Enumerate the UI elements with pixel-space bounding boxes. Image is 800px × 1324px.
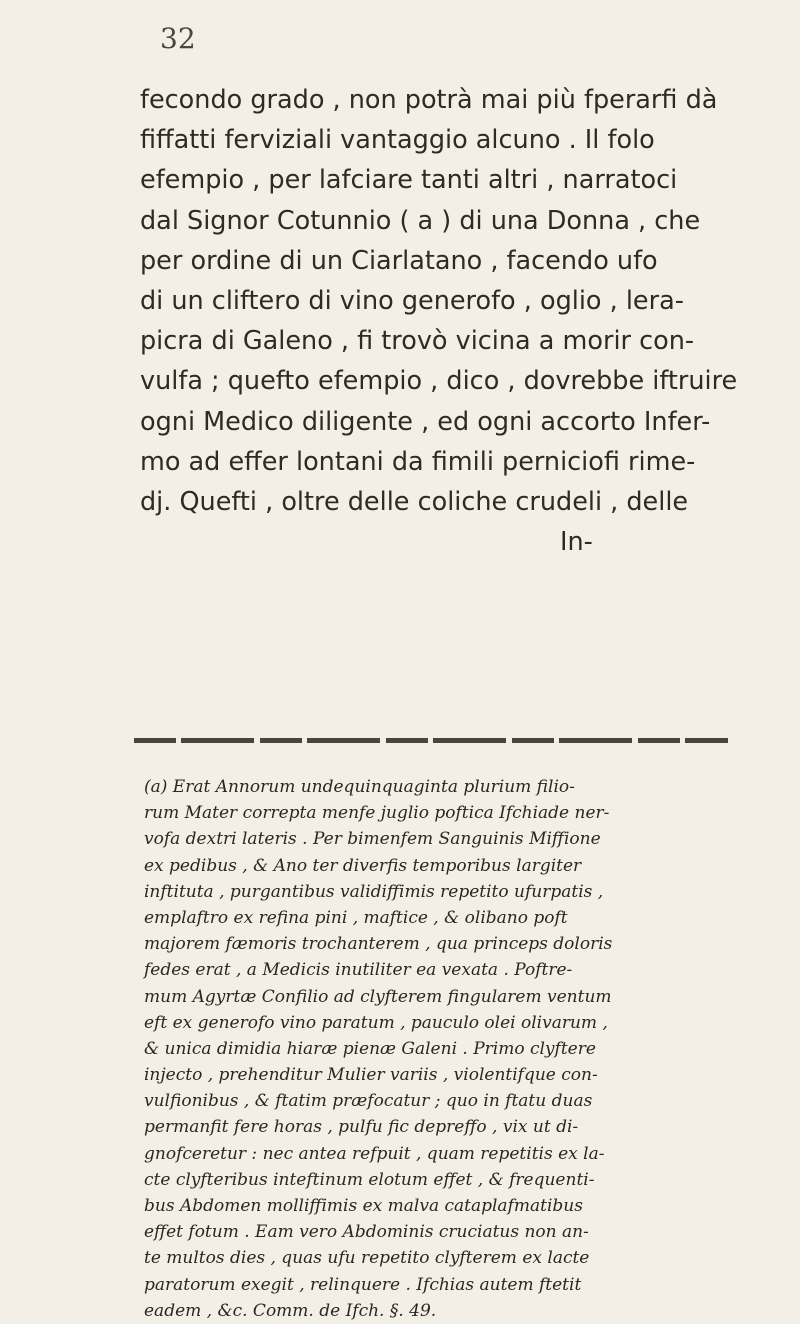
footnote-line: permanfit fere horas , pulfu fic depreffo , vix ut di- bbox=[144, 1117, 579, 1138]
catchword: In- bbox=[560, 527, 593, 558]
footnote-line: & unica dimidia hiaræ pienæ Galeni . Primo clyftere bbox=[144, 1038, 596, 1059]
footnote-line: paratorum exegit , relinquere . Ifchias autem ftetit bbox=[144, 1274, 582, 1295]
footnote-line: mum Agyrtæ Confilio ad clyfterem fingularem ventum bbox=[144, 986, 612, 1007]
footnote-line: te multos dies , quas ufu repetito clyfterem ex lacte bbox=[144, 1248, 590, 1269]
body-line: per ordine di un Ciarlatano , facendo ufo bbox=[140, 245, 658, 276]
footnote-line: rum Mater correpta menfe juglio poftica Ifchiade ner- bbox=[144, 803, 610, 824]
footnote-line: fedes erat , a Medicis inutiliter ea vexata . Poftre- bbox=[144, 960, 573, 981]
footnote-line: (a) Erat Annorum undequinquaginta plurium filio- bbox=[144, 777, 575, 797]
body-line: ogni Medico diligente , ed ogni accorto Infer- bbox=[140, 406, 711, 437]
body-line: vulfa ; quefto efempio , dico , dovrebbe iftruire bbox=[140, 366, 738, 397]
footnote-line: vulfionibus , & ftatim præfocatur ; quo in ftatu duas bbox=[144, 1091, 593, 1112]
footnote-line: gnofceretur : nec antea refpuit , quam repetitis ex la- bbox=[144, 1143, 605, 1164]
main-body-text bbox=[140, 80, 738, 562]
body-line: dal Signor Cotunnio ( a ) di una Donna , che bbox=[140, 205, 701, 236]
footnote-line: injecto , prehenditur Mulier variis , violentifque con- bbox=[144, 1065, 598, 1086]
footnote-text bbox=[144, 774, 734, 1324]
footnote-line: cte clyfteribus inteftinum elotum effet , & frequenti- bbox=[144, 1169, 595, 1190]
footnote-line: effet fotum . Eam vero Abdominis cruciatus non an- bbox=[144, 1222, 589, 1243]
footnote-separator-rule bbox=[134, 738, 728, 743]
footnote-line: emplaftro ex refina pini , maftice , & olibano poft bbox=[144, 907, 568, 928]
body-line: efempio , per lafciare tanti altri , narratoci bbox=[140, 165, 678, 196]
body-line: dj. Quefti , oltre delle coliche crudeli , delle bbox=[140, 486, 689, 517]
body-line: fiffatti ferviziali vantaggio alcuno . Il folo bbox=[140, 125, 655, 156]
footnote-line: ex pedibus , & Ano ter diverfis temporibus largiter bbox=[144, 855, 582, 876]
body-line: mo ad effer lontani da fimili perniciofi rime- bbox=[140, 446, 696, 477]
footnote-line: vofa dextri lateris . Per bimenfem Sanguinis Miffione bbox=[144, 829, 601, 850]
body-line: fecondo grado , non potrà mai più fperarfi dà bbox=[140, 85, 718, 115]
footnote-line: eadem , &c. Comm. de Ifch. §. 49. bbox=[144, 1300, 437, 1321]
footnote-line: majorem fæmoris trochanterem , qua princeps doloris bbox=[144, 934, 613, 955]
page-number: 32 bbox=[160, 22, 196, 55]
footnote-line: bus Abdomen molliffimis ex malva cataplafmatibus bbox=[144, 1196, 583, 1216]
body-line: di un clifterо di vino generofo , oglio , lera- bbox=[140, 285, 684, 316]
footnote-line: eft ex generofo vino paratum , pauculo olei olivarum , bbox=[144, 1012, 608, 1033]
footnote-line: inftituta , purgantibus validiffimis repetito ufurpatis , bbox=[144, 881, 604, 902]
body-line: picra di Galeno , fi trovò vicina a morir con- bbox=[140, 326, 695, 357]
